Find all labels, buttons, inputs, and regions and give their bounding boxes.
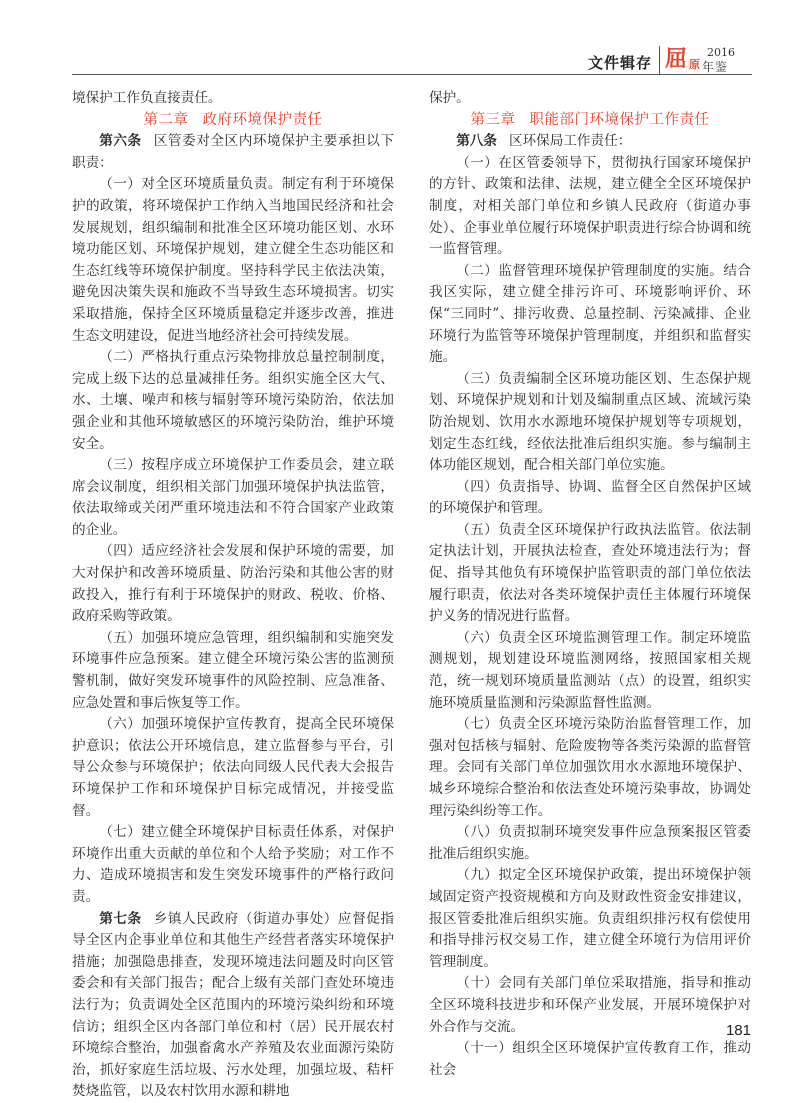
article-label: 第八条: [456, 133, 497, 150]
article-6-item: （三）按程序成立环境保护工作委员会，建立联席会议制度，组织相关部门加强环境保护执法监管，依法取缔或关闭严重环境违法和不符合国家产业政策的企业。: [72, 457, 394, 538]
right-column: [429, 88, 751, 1081]
article-7: [72, 909, 394, 1103]
yearbook-logo: [659, 46, 752, 74]
article-8-item: （六）负责全区环境监测管理工作。制定环境监测规划，规划建设环境监测网络，按照国家相关规范，统一规划环境质量监测站（点）的设置，组织实施环境质量监测和污染源监督性监测。: [429, 629, 751, 711]
article-8-item: （五）负责全区环境保护行政执法监管。依法制定执法计划，开展执法检查，查处环境违法行为；督促、指导其他负有环境保护监管职责的部门单位依法履行职责，依法对各类环境保护责任主体履行环境保护义务的情况进行监督。: [429, 521, 751, 625]
article-8-item: （一）在区管委领导下，贯彻执行国家环境保护的方针、政策和法律、法规，建立健全全区环境保护制度，对相关部门单位和乡镇人民政府（街道办事处）、企事业单位履行环境保护职责进行综合协调和统一监督管理。: [429, 154, 751, 258]
article-6-item: （五）加强环境应急管理，组织编制和实施突发环境事件应急预案。建立健全环境污染公害的监测预警机制，做好突发环境事件的风险控制、应急准备、应急处置和事后恢复等工作。: [72, 629, 394, 711]
article-8-item: （九）拟定全区环境保护政策，提出环境保护领域固定资产投资规模和方向及财政性资金安排建议，报区管委批准后组织实施。负责组织排污权有偿使用和指导排污权交易工作，建立健全环境行为信用评价管理制度。: [429, 867, 751, 970]
chapter-heading-2: [72, 110, 394, 132]
article-label: 第七条: [99, 910, 142, 927]
article-6-item: （二）严格执行重点污染物排放总量控制制度，完成上级下达的总量减排任务。组织实施全区大气、水、土壤、噪声和核与辐射等环境污染防治，依法加强企业和其他环境敏感区的环境污染防治，维护环境安全。: [72, 349, 394, 452]
left-column: [72, 88, 394, 1103]
article-8-item: （十）会同有关部门单位采取措施，指导和推动全区环境科技进步和环保产业发展，开展环境保护对外合作与交流。: [429, 975, 751, 1035]
article-label: 第六条: [99, 133, 142, 150]
article-8-item: （四）负责指导、协调、监督全区自然保护区域的环境保护和管理。: [429, 478, 751, 517]
article-8: [429, 131, 751, 153]
article-intro: 区管委对全区内环境保护主要承担以下职责：: [72, 133, 395, 171]
logo-year: 2016: [707, 46, 735, 59]
article-8-item: （八）负责拟制环境突发事件应急预案报区管委批准后组织实施。: [429, 824, 751, 862]
chapter-title: 政府环境保护责任: [202, 111, 323, 128]
article-6-item: （四）适应经济社会发展和保护环境的需要，加大对保护和改善环境质量、防治污染和其他公害的财政投入，推行有利于环境保护的财政、税收、价格、政府采购等政策。: [72, 543, 394, 625]
article-6-item: （一）对全区环境质量负责。制定有利于环境保护的政策，将环境保护工作纳入当地国民经济和社会发展规划，组织编制和批准全区环境功能区划、水环境功能区划、环境保护规划，建立健全生态功能区和生态红线等环境保护制度。坚持科学民主依法决策，避免因决策失误和施政不当导致生态环境损害。切实采取措施，保持全区环境质量稳定并逐步改善，推进生态文明建设，促进当地经济社会可持续发展。: [72, 176, 394, 344]
page-number: 181: [725, 1022, 751, 1039]
continuation-text: 保护。: [429, 90, 470, 106]
section-label: 文件辑存: [587, 54, 652, 72]
chapter-number: 第三章: [470, 111, 516, 128]
logo-character-yuan: 原: [689, 58, 700, 71]
chapter-number: 第二章: [143, 111, 189, 128]
article-8-item: （七）负责全区环境污染防治监督管理工作，加强对包括核与辐射、危险废物等各类污染源的监督管理。会同有关部门单位加强饮用水水源地环境保护、城乡环境综合整治和依法查处环境污染事故，协调处理污染纠纷等工作。: [429, 716, 751, 819]
article-intro: 区环保局工作责任：: [508, 133, 632, 150]
chapter-heading-3: [429, 110, 751, 132]
continuation-text: 境保护工作负直接责任。: [72, 90, 222, 106]
article-8-item: （二）监督管理环境保护管理制度的实施。结合我区实际，建立健全排污许可、环境影响评价、环保“三同时”、排污收费、总量控制、污染减排、企业环境行为监管等环境保护管理制度，并组织和监督实施。: [429, 262, 751, 366]
article-6-item: （六）加强环境保护宣传教育，提高全民环境保护意识；依法公开环境信息，建立监督参与平台，引导公众参与环境保护；依法向同级人民代表大会报告环境保护工作和环境保护目标完成情况，并接受监督。: [72, 716, 394, 819]
article-8-item: （三）负责编制全区环境功能区划、生态保护规划、环境保护规划和计划及编制重点区域、流域污染防治规划、饮用水水源地环境保护规划等专项规划，划定生态红线，经依法批准后组织实施。参与编制主体功能区规划，配合相关部门单位实施。: [429, 370, 751, 474]
article-6: [72, 131, 394, 174]
article-text: 乡镇人民政府（街道办事处）应督促指导全区内企事业单位和其他生产经营者落实环境保护措施；加强隐患排查，发现环境违法问题及时向区管委会和有关部门报告；配合上级有关部门查处环境违法行为；负责调处全区范围内的环境污染纠纷和环境信访；组织全区内各部门单位和村（居）民开展农村环境综合整治，加强畜禽水产养殖及农业面源污染防治，抓好家庭生活垃圾、污水处理，加强垃圾、秸杆焚烧监管，以及农村饮用水源和耕地: [72, 910, 395, 1100]
article-8-item: （十一）组织全区环境保护宣传教育工作，推动社会: [429, 1040, 751, 1078]
page-header: [72, 46, 752, 75]
logo-character-qu: 屈: [665, 47, 688, 72]
logo-yearbook-label: 年鉴: [702, 60, 729, 74]
article-6-item: （七）建立健全环境保护目标责任体系，对保护环境作出重大贡献的单位和个人给予奖励；对工作不力、造成环境损害和发生突发环境事件的严格行政问责。: [72, 824, 394, 905]
chapter-title: 职能部门环境保护工作责任: [529, 111, 710, 128]
